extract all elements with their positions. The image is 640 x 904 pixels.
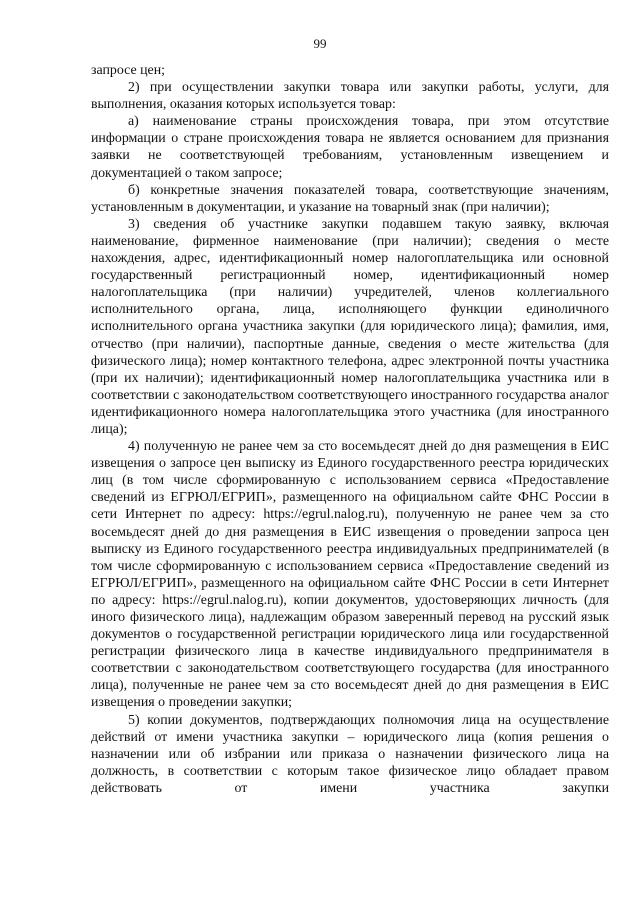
paragraph-subitem-b: б) конкретные значения показателей товара, соответствующие значениям, установленным в документации, и указание на товарный знак (при наличии); — [91, 182, 609, 215]
page-number: 99 — [313, 36, 327, 51]
paragraph-item-4: 4) полученную не ранее чем за сто восемьдесят дней до дня размещения в ЕИС извещения о запросе цен выписку из Единого государственного реестра юридических лиц (в том числе сформированную с использованием сервиса «Предоставление сведений из ЕГРЮЛ/ЕГРИП», размещенного на официальном сайте ФНС России в сети Интернет по адресу: https://egrul.nalog.ru), полученную не ранее чем за сто восемьдесят дней до дня размещения в ЕИС извещения о проведении запроса цен выписку из Единого государственного реестра индивидуальных предпринимателей (в том числе сформированную с использованием сервиса «Предоставление сведений из ЕГРЮЛ/ЕГРИП», размещенного на официальном сайте ФНС России в сети Интернет по адресу: https://egrul.nalog.ru), копии документов, удостоверяющих личность (для иного физического лица), надлежащим образом заверенный перевод на русский язык документов о государственной регистрации юридического лица или государственной регистрации физического лица в качестве индивидуального предпринимателя в соответствии с законодательством соответствующего государства (для иностранного лица), полученные не ранее чем за сто восемьдесят дней до дня размещения в ЕИС извещения о проведении закупки; — [91, 439, 609, 711]
document-body — [91, 62, 609, 797]
paragraph-item-5: 5) копии документов, подтверждающих полномочия лица на осуществление действий от имени участника закупки – юридического лица (копия решения о назначении или об избрании или приказа о назначении физического лица на должность, в соответствии с которым такое физическое лицо обладает правом действовать от имени участника закупки — [91, 712, 609, 796]
paragraph-item-3: 3) сведения об участнике закупки подавшем такую заявку, включая наименование, фирменное наименование (при наличии); сведения о месте нахождения, адрес, идентификационный номер налогоплательщика или основной государственный регистрационный номер, идентификационный номер налогоплательщика (при наличии) учредителей, членов коллегиального исполнительного органа, лица, исполняющего функции единоличного исполнительного органа участника закупки (для юридического лица); фамилия, имя, отчество (при наличии), паспортные данные, сведения о месте жительства (для физического лица); номер контактного телефона, адрес электронной почты участника (при их наличии); идентификационный номер налогоплательщика участника или в соответствии с законодательством соответствующего иностранного государства аналог идентификационного номера налогоплательщика этого участника (для иностранного лица); — [91, 216, 609, 437]
paragraph-continuation: запросе цен; — [91, 63, 166, 78]
paragraph-subitem-a: а) наименование страны происхождения товара, при этом отсутствие информации о стране происхождения товара не является основанием для признания заявки не соответствующей требованиям, установленным извещением и документацией о таком запросе; — [91, 114, 609, 181]
paragraph-item-2: 2) при осуществлении закупки товара или закупки работы, услуги, для выполнения, оказания которых используется товар: — [91, 80, 609, 113]
